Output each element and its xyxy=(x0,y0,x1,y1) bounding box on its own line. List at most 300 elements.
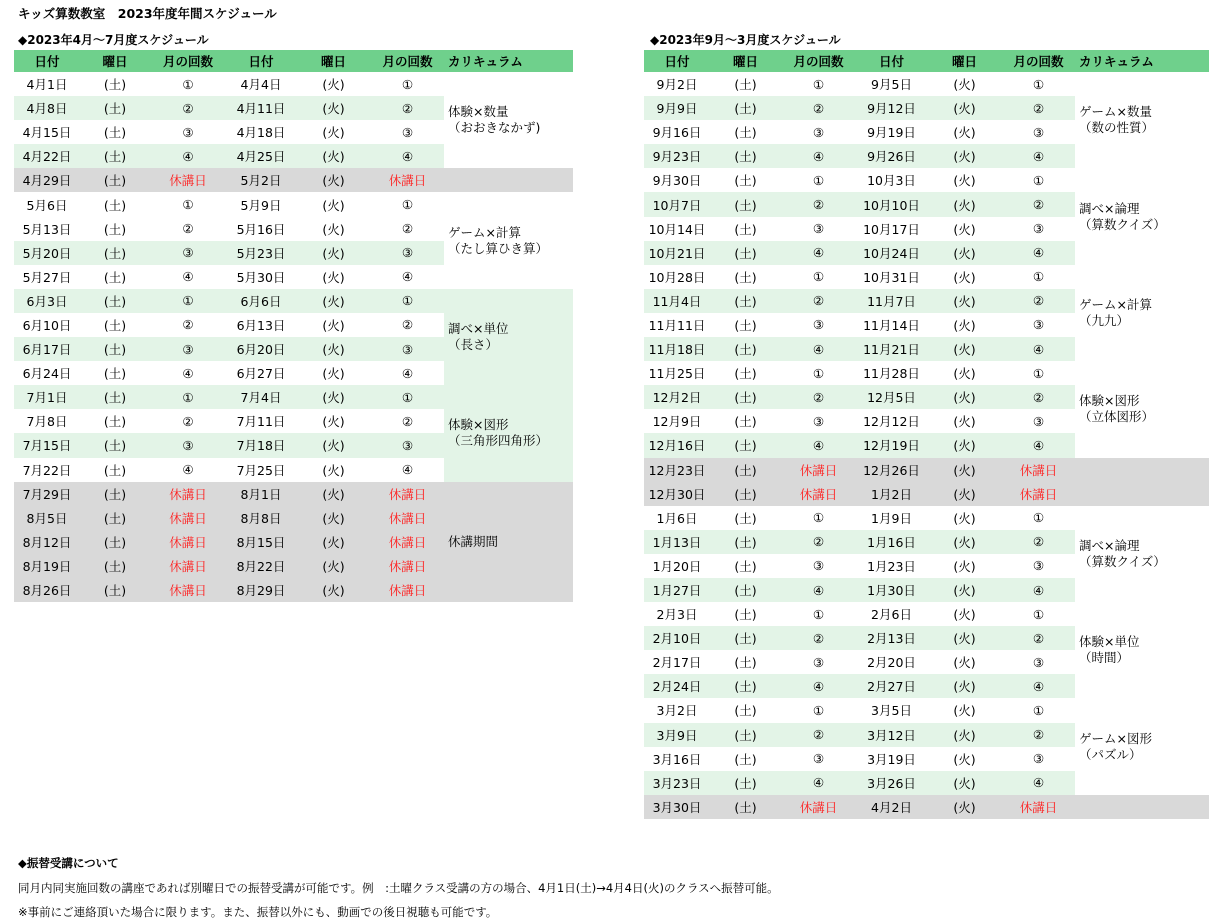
weekday-cell: (土) xyxy=(734,703,757,719)
table-row xyxy=(644,602,1209,626)
column-header-curriculum: カリキュラム xyxy=(444,50,573,72)
count-cell: ① xyxy=(812,269,825,285)
date-cell: 12月19日 xyxy=(856,433,927,457)
count-cell: ① xyxy=(371,289,444,313)
curriculum-line: （算数クイズ） xyxy=(1079,216,1166,232)
date-cell: 9月5日 xyxy=(871,77,912,93)
curriculum-line: ゲーム×図形 xyxy=(1079,730,1152,746)
count-cell: ② xyxy=(1002,289,1075,313)
column-header-weekday-tue: 曜日 xyxy=(296,50,371,72)
count-cell: ③ xyxy=(1032,751,1045,767)
count-cell: ② xyxy=(1002,723,1075,747)
table-row xyxy=(14,482,573,506)
date-cell: 10月24日 xyxy=(856,241,927,265)
count-cell: ③ xyxy=(182,124,194,140)
weekday-cell: (土) xyxy=(710,144,781,168)
curriculum-line: （パズル） xyxy=(1079,746,1142,762)
weekday-cell: (火) xyxy=(296,337,371,361)
weekday-cell: (火) xyxy=(296,96,371,120)
table-header-row xyxy=(14,50,573,72)
count-cell: ② xyxy=(781,626,856,650)
curriculum-cell xyxy=(1075,506,1209,602)
date-cell: 8月29日 xyxy=(226,578,296,602)
date-cell: 1月6日 xyxy=(656,510,698,526)
table-row xyxy=(644,265,1209,289)
table-row xyxy=(644,458,1209,482)
weekday-cell: (火) xyxy=(953,655,976,671)
count-cell: ① xyxy=(401,76,414,92)
weekday-cell: (土) xyxy=(80,578,150,602)
date-cell: 11月28日 xyxy=(863,366,920,382)
weekday-cell: (土) xyxy=(710,626,781,650)
date-cell: 6月24日 xyxy=(22,366,72,382)
count-cell: 休講日 xyxy=(371,530,444,554)
weekday-cell: (土) xyxy=(710,337,781,361)
weekday-cell: (火) xyxy=(296,168,371,192)
weekday-cell: (火) xyxy=(322,414,345,430)
count-cell: ① xyxy=(812,172,825,188)
weekday-cell: (土) xyxy=(734,414,757,430)
date-cell: 4月1日 xyxy=(26,77,68,93)
weekday-cell: (土) xyxy=(734,510,757,526)
column-header-count-sat: 月の回数 xyxy=(150,50,226,72)
date-cell: 2月27日 xyxy=(856,674,927,698)
date-cell: 7月22日 xyxy=(22,462,72,478)
date-cell: 5月2日 xyxy=(226,168,296,192)
count-cell: ① xyxy=(812,606,825,622)
count-cell: ① xyxy=(150,385,226,409)
date-cell: 4月11日 xyxy=(226,96,296,120)
count-cell: ④ xyxy=(150,144,226,168)
date-cell: 3月19日 xyxy=(867,751,916,767)
weekday-cell: (火) xyxy=(927,482,1002,506)
date-cell: 8月22日 xyxy=(226,554,296,578)
weekday-cell: (土) xyxy=(103,462,127,478)
count-cell: 休講日 xyxy=(781,458,856,482)
weekday-cell: (土) xyxy=(80,554,150,578)
date-cell: 8月15日 xyxy=(226,530,296,554)
date-cell: 7月1日 xyxy=(14,385,80,409)
count-cell: ③ xyxy=(812,413,825,429)
weekday-cell: (火) xyxy=(296,385,371,409)
weekday-cell: (土) xyxy=(710,433,781,457)
count-cell: ② xyxy=(1002,96,1075,120)
curriculum-line: （おおきなかず) xyxy=(448,120,541,136)
weekday-cell: (火) xyxy=(296,506,371,530)
weekday-cell: (火) xyxy=(927,771,1002,795)
count-cell: ④ xyxy=(1002,337,1075,361)
count-cell: ④ xyxy=(1002,674,1075,698)
weekday-cell: (火) xyxy=(296,482,371,506)
weekday-cell: (火) xyxy=(953,510,976,526)
count-cell: ④ xyxy=(781,144,856,168)
weekday-cell: (火) xyxy=(296,433,371,457)
curriculum-line: （たし算ひき算） xyxy=(448,240,549,256)
date-cell: 10月10日 xyxy=(856,192,927,216)
curriculum-cell xyxy=(1075,602,1209,698)
date-cell: 5月13日 xyxy=(22,221,72,237)
count-cell: ③ xyxy=(1032,317,1045,333)
count-cell: ④ xyxy=(781,578,856,602)
curriculum-line: ゲーム×計算 xyxy=(448,224,521,240)
count-cell: ① xyxy=(1032,365,1045,381)
count-cell: ④ xyxy=(1002,578,1075,602)
column-header-curriculum: カリキュラム xyxy=(1075,50,1209,72)
count-cell: ③ xyxy=(150,433,226,457)
date-cell: 3月30日 xyxy=(644,795,710,819)
date-cell: 7月11日 xyxy=(236,414,286,430)
date-cell: 4月4日 xyxy=(240,77,282,93)
weekday-cell: (土) xyxy=(710,96,781,120)
date-cell: 3月16日 xyxy=(652,751,702,767)
date-cell: 9月19日 xyxy=(867,125,916,141)
count-cell: ③ xyxy=(812,317,825,333)
count-cell: ② xyxy=(781,192,856,216)
weekday-cell: (土) xyxy=(710,458,781,482)
weekday-cell: (火) xyxy=(322,197,345,213)
weekday-cell: (火) xyxy=(927,626,1002,650)
count-cell: ② xyxy=(182,317,194,333)
table-header-row xyxy=(644,50,1209,72)
date-cell: 12月2日 xyxy=(644,385,710,409)
weekday-cell: (土) xyxy=(80,385,150,409)
count-cell: 休講日 xyxy=(1002,795,1075,819)
date-cell: 10月31日 xyxy=(863,269,920,285)
count-cell: ① xyxy=(812,76,825,92)
date-cell: 11月18日 xyxy=(644,337,710,361)
weekday-cell: (土) xyxy=(734,558,757,574)
count-cell: 休講日 xyxy=(371,482,444,506)
weekday-cell: (火) xyxy=(953,414,976,430)
weekday-cell: (火) xyxy=(322,462,345,478)
date-cell: 10月7日 xyxy=(644,192,710,216)
count-cell: ③ xyxy=(1032,124,1045,140)
weekday-cell: (火) xyxy=(927,795,1002,819)
transfer-notes-line-1: 同月内同実施回数の講座であれば別曜日での振替受講が可能です。例 :土曜クラス受講の方の場合、4月1日(土)→4月4日(火)のクラスへ振替可能。 xyxy=(18,881,779,895)
curriculum-line: 調べ×単位 xyxy=(448,321,509,337)
weekday-cell: (火) xyxy=(953,703,976,719)
count-cell: ① xyxy=(1032,172,1045,188)
weekday-cell: (土) xyxy=(710,530,781,554)
table-row xyxy=(14,289,573,313)
date-cell: 8月26日 xyxy=(14,578,80,602)
count-cell: 休講日 xyxy=(371,578,444,602)
weekday-cell: (火) xyxy=(296,241,371,265)
curriculum-line: ゲーム×数量 xyxy=(1079,104,1152,120)
date-cell: 11月25日 xyxy=(648,366,706,382)
date-cell: 7月15日 xyxy=(14,433,80,457)
weekday-cell: (火) xyxy=(953,221,976,237)
date-cell: 6月13日 xyxy=(236,317,286,333)
weekday-cell: (火) xyxy=(927,96,1002,120)
weekday-cell: (火) xyxy=(927,241,1002,265)
date-cell: 2月17日 xyxy=(652,655,702,671)
count-cell: ② xyxy=(401,317,414,333)
weekday-cell: (火) xyxy=(296,554,371,578)
date-cell: 12月5日 xyxy=(856,385,927,409)
curriculum-cell xyxy=(1075,265,1209,361)
table-row xyxy=(644,795,1209,819)
date-cell: 1月16日 xyxy=(856,530,927,554)
date-cell: 8月8日 xyxy=(226,506,296,530)
date-cell: 12月9日 xyxy=(652,414,702,430)
date-cell: 8月12日 xyxy=(14,530,80,554)
weekday-cell: (土) xyxy=(103,197,127,213)
weekday-cell: (火) xyxy=(927,433,1002,457)
date-cell: 3月5日 xyxy=(871,703,912,719)
column-header-weekday-sat: 曜日 xyxy=(710,50,781,72)
table-row xyxy=(14,72,573,96)
weekday-cell: (土) xyxy=(80,482,150,506)
count-cell: ③ xyxy=(812,654,825,670)
curriculum-cell xyxy=(1075,795,1209,819)
date-cell: 11月14日 xyxy=(863,317,920,333)
curriculum-line: ゲーム×計算 xyxy=(1079,296,1152,312)
curriculum-cell xyxy=(1075,458,1209,506)
weekday-cell: (土) xyxy=(710,192,781,216)
weekday-cell: (火) xyxy=(927,723,1002,747)
left-schedule-heading: ◆2023年4月～7月度スケジュール xyxy=(18,33,209,47)
count-cell: ④ xyxy=(1002,144,1075,168)
weekday-cell: (火) xyxy=(927,192,1002,216)
count-cell: ③ xyxy=(812,124,825,140)
count-cell: ① xyxy=(1032,76,1045,92)
count-cell: 休講日 xyxy=(1002,482,1075,506)
date-cell: 9月30日 xyxy=(652,173,702,189)
count-cell: ② xyxy=(1002,385,1075,409)
weekday-cell: (土) xyxy=(80,506,150,530)
weekday-cell: (土) xyxy=(734,77,757,93)
date-cell: 5月23日 xyxy=(226,241,296,265)
curriculum-line: 体験×単位 xyxy=(1079,634,1140,650)
date-cell: 3月23日 xyxy=(644,771,710,795)
weekday-cell: (土) xyxy=(734,173,757,189)
date-cell: 2月24日 xyxy=(644,674,710,698)
weekday-cell: (火) xyxy=(953,607,976,623)
date-cell: 3月26日 xyxy=(856,771,927,795)
weekday-cell: (火) xyxy=(927,337,1002,361)
curriculum-cell xyxy=(1075,168,1209,264)
weekday-cell: (火) xyxy=(953,125,976,141)
transfer-notes-line-2: ※事前にご連絡頂いた場合に限ります。また、振替以外にも、動画での後日視聴も可能です。 xyxy=(18,905,498,919)
weekday-cell: (土) xyxy=(734,751,757,767)
date-cell: 9月16日 xyxy=(652,125,702,141)
date-cell: 7月18日 xyxy=(226,433,296,457)
date-cell: 6月17日 xyxy=(14,337,80,361)
date-cell: 2月10日 xyxy=(644,626,710,650)
weekday-cell: (土) xyxy=(734,607,757,623)
table-row xyxy=(644,506,1209,530)
curriculum-cell xyxy=(1075,361,1209,457)
column-header-date-tue: 日付 xyxy=(856,50,927,72)
date-cell: 7月29日 xyxy=(14,482,80,506)
date-cell: 12月16日 xyxy=(644,433,710,457)
date-cell: 5月20日 xyxy=(14,241,80,265)
count-cell: ④ xyxy=(781,771,856,795)
weekday-cell: (火) xyxy=(296,289,371,313)
weekday-cell: (土) xyxy=(734,269,757,285)
count-cell: ② xyxy=(781,385,856,409)
count-cell: ③ xyxy=(812,751,825,767)
table-row xyxy=(644,361,1209,385)
date-cell: 12月12日 xyxy=(863,414,920,430)
column-header-date-sat: 日付 xyxy=(644,50,710,72)
column-header-date-tue: 日付 xyxy=(226,50,296,72)
weekday-cell: (土) xyxy=(734,125,757,141)
weekday-cell: (火) xyxy=(953,77,976,93)
date-cell: 6月27日 xyxy=(236,366,286,382)
curriculum-cell xyxy=(444,72,573,168)
count-cell: ② xyxy=(150,96,226,120)
date-cell: 12月23日 xyxy=(644,458,710,482)
date-cell: 10月14日 xyxy=(648,221,706,237)
count-cell: 休講日 xyxy=(150,554,226,578)
date-cell: 1月20日 xyxy=(652,558,702,574)
weekday-cell: (火) xyxy=(953,751,976,767)
count-cell: ② xyxy=(371,96,444,120)
curriculum-cell xyxy=(1075,72,1209,168)
weekday-cell: (土) xyxy=(710,771,781,795)
curriculum-cell xyxy=(444,385,573,481)
curriculum-line: （九九） xyxy=(1079,312,1130,328)
weekday-cell: (土) xyxy=(103,221,127,237)
weekday-cell: (火) xyxy=(322,317,345,333)
curriculum-line: （数の性質） xyxy=(1079,120,1155,136)
curriculum-line: （三角形四角形） xyxy=(448,433,549,449)
curriculum-line: （算数クイズ） xyxy=(1079,553,1166,569)
count-cell: ② xyxy=(401,413,414,429)
date-cell: 10月21日 xyxy=(644,241,710,265)
date-cell: 9月9日 xyxy=(644,96,710,120)
weekday-cell: (土) xyxy=(710,795,781,819)
column-header-count-sat: 月の回数 xyxy=(781,50,856,72)
weekday-cell: (土) xyxy=(80,96,150,120)
page-title: キッズ算数教室 2023年度年間スケジュール xyxy=(18,6,277,21)
weekday-cell: (火) xyxy=(322,77,345,93)
date-cell: 7月8日 xyxy=(26,414,68,430)
count-cell: ④ xyxy=(182,365,194,381)
weekday-cell: (火) xyxy=(927,674,1002,698)
count-cell: 休講日 xyxy=(1002,458,1075,482)
date-cell: 4月29日 xyxy=(14,168,80,192)
curriculum-line: 調べ×論理 xyxy=(1079,537,1140,553)
date-cell: 9月12日 xyxy=(856,96,927,120)
column-header-weekday-tue: 曜日 xyxy=(927,50,1002,72)
count-cell: 休講日 xyxy=(371,506,444,530)
count-cell: ③ xyxy=(812,558,825,574)
curriculum-cell xyxy=(444,168,573,192)
weekday-cell: (土) xyxy=(710,289,781,313)
weekday-cell: (土) xyxy=(710,723,781,747)
date-cell: 11月7日 xyxy=(856,289,927,313)
weekday-cell: (火) xyxy=(296,144,371,168)
curriculum-line: 体験×数量 xyxy=(448,104,509,120)
date-cell: 3月2日 xyxy=(656,703,698,719)
weekday-cell: (土) xyxy=(734,655,757,671)
weekday-cell: (土) xyxy=(710,241,781,265)
column-header-weekday-sat: 曜日 xyxy=(80,50,150,72)
date-cell: 8月1日 xyxy=(226,482,296,506)
curriculum-line: 体験×図形 xyxy=(1079,393,1140,409)
count-cell: 休講日 xyxy=(371,554,444,578)
weekday-cell: (火) xyxy=(927,578,1002,602)
count-cell: ③ xyxy=(371,433,444,457)
weekday-cell: (土) xyxy=(103,317,127,333)
weekday-cell: (土) xyxy=(80,241,150,265)
date-cell: 5月9日 xyxy=(240,197,282,213)
weekday-cell: (土) xyxy=(734,366,757,382)
date-cell: 5月16日 xyxy=(236,221,286,237)
count-cell: ④ xyxy=(781,433,856,457)
date-cell: 4月25日 xyxy=(226,144,296,168)
date-cell: 4月15日 xyxy=(22,125,72,141)
count-cell: ③ xyxy=(1032,558,1045,574)
count-cell: ④ xyxy=(1002,241,1075,265)
weekday-cell: (火) xyxy=(953,173,976,189)
weekday-cell: (火) xyxy=(927,530,1002,554)
date-cell: 9月2日 xyxy=(656,77,698,93)
weekday-cell: (土) xyxy=(710,385,781,409)
date-cell: 1月27日 xyxy=(644,578,710,602)
weekday-cell: (土) xyxy=(734,221,757,237)
weekday-cell: (火) xyxy=(296,578,371,602)
count-cell: 休講日 xyxy=(150,482,226,506)
count-cell: ③ xyxy=(371,241,444,265)
date-cell: 3月12日 xyxy=(856,723,927,747)
weekday-cell: (火) xyxy=(927,458,1002,482)
date-cell: 5月27日 xyxy=(22,269,72,285)
curriculum-cell xyxy=(444,192,573,288)
date-cell: 11月21日 xyxy=(856,337,927,361)
weekday-cell: (火) xyxy=(953,317,976,333)
date-cell: 1月23日 xyxy=(867,558,916,574)
table-row xyxy=(14,168,573,192)
date-cell: 10月28日 xyxy=(648,269,706,285)
weekday-cell: (火) xyxy=(322,366,345,382)
count-cell: 休講日 xyxy=(150,168,226,192)
weekday-cell: (火) xyxy=(322,221,345,237)
count-cell: ③ xyxy=(401,124,414,140)
weekday-cell: (火) xyxy=(296,530,371,554)
count-cell: 休講日 xyxy=(781,795,856,819)
count-cell: ④ xyxy=(401,462,414,478)
table-row xyxy=(644,72,1209,96)
count-cell: ② xyxy=(182,413,194,429)
date-cell: 8月19日 xyxy=(14,554,80,578)
date-cell: 10月17日 xyxy=(863,221,920,237)
weekday-cell: (土) xyxy=(710,482,781,506)
count-cell: 休講日 xyxy=(150,578,226,602)
count-cell: ③ xyxy=(150,241,226,265)
date-cell: 1月13日 xyxy=(644,530,710,554)
date-cell: 4月18日 xyxy=(236,125,286,141)
count-cell: ④ xyxy=(1002,771,1075,795)
weekday-cell: (土) xyxy=(80,530,150,554)
weekday-cell: (土) xyxy=(80,337,150,361)
column-header-count-tue: 月の回数 xyxy=(1002,50,1075,72)
date-cell: 10月3日 xyxy=(867,173,916,189)
date-cell: 6月6日 xyxy=(226,289,296,313)
table-row xyxy=(14,192,573,216)
date-cell: 5月6日 xyxy=(26,197,68,213)
count-cell: ① xyxy=(1032,702,1045,718)
weekday-cell: (土) xyxy=(710,674,781,698)
weekday-cell: (火) xyxy=(927,385,1002,409)
date-cell: 1月2日 xyxy=(856,482,927,506)
date-cell: 1月9日 xyxy=(871,510,912,526)
count-cell: ① xyxy=(1032,606,1045,622)
date-cell: 2月13日 xyxy=(856,626,927,650)
